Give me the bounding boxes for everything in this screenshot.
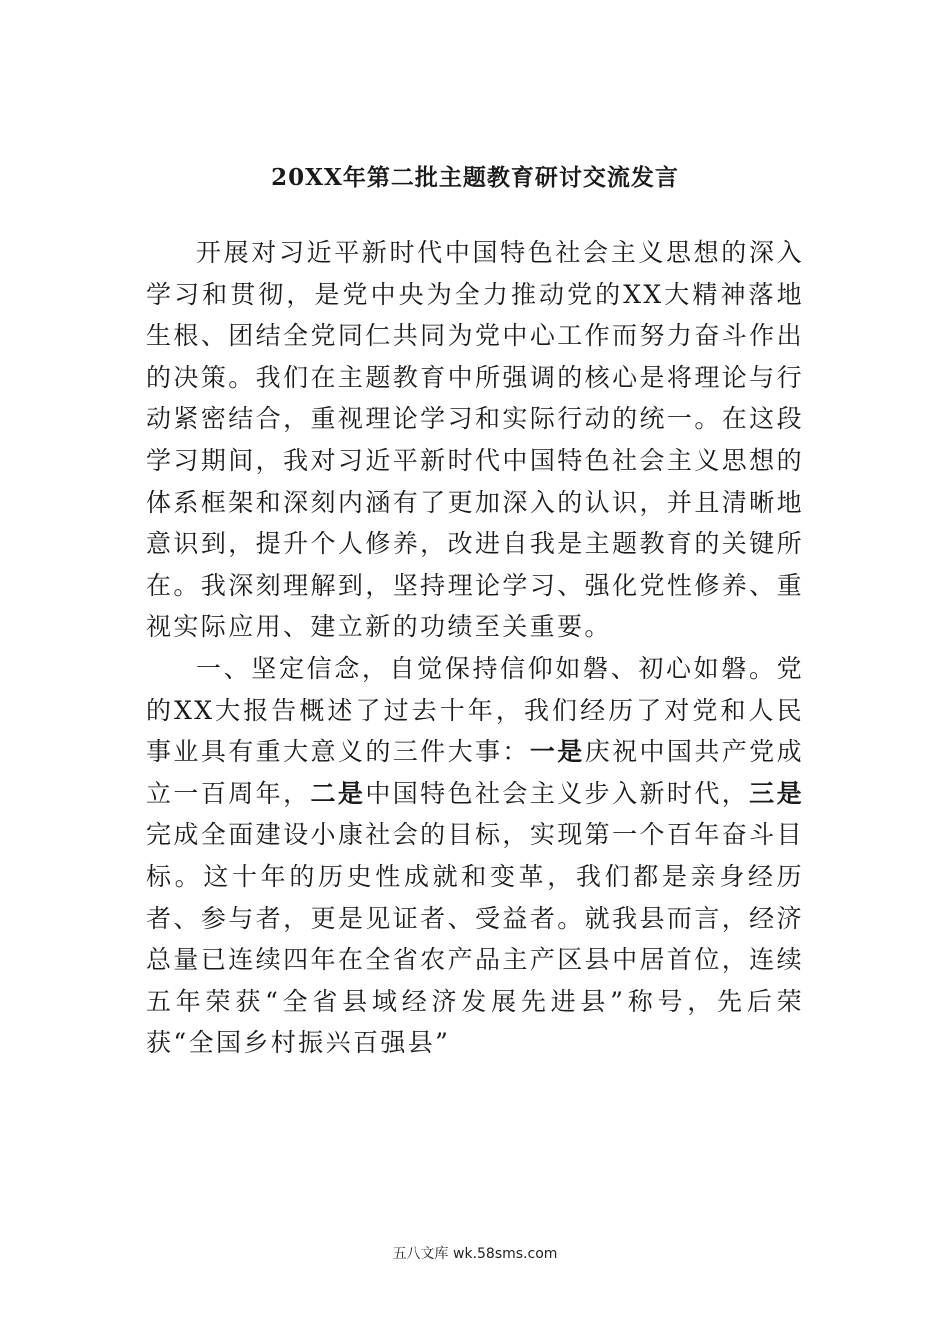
paragraph-section-one	[146, 648, 804, 1064]
bold-marker-third: 三是	[749, 778, 804, 808]
document-title: 20XX年第二批主题教育研讨交流发言	[271, 164, 679, 191]
bold-marker-first: 一是	[529, 737, 585, 767]
paragraph-intro: 开展对习近平新时代中国特色社会主义思想的深入学习和贯彻，是党中央为全力推动党的XX大精神落地生根、团结全党同仁共同为党中心工作而努力奋斗作出的决策。我们在主题教育中所强调的核心是将理论与行动紧密结合，重视理论学习和实际行动的统一。在这段学习期间，我对习近平新时代中国特色社会主义思想的体系框架和深刻内涵有了更加深入的认识，并且清晰地意识到，提升个人修养，改进自我是主题教育的关键所在。我深刻理解到，坚持理论学习、强化党性修养、重视实际应用、建立新的功绩至关重要。	[146, 238, 804, 642]
paragraph-text: 中国特色社会主义步入新时代，	[365, 778, 750, 808]
document-body	[146, 232, 804, 1064]
bold-marker-second: 二是	[310, 778, 366, 808]
paragraph-text: 完成全面建设小康社会的目标，实现第一个百年奋斗目标。这十年的历史性成就和变革，我们都是亲身经历者、参与者，更是见证者、受益者。就我县而言，经济总量已连续四年在全省农产品主产区县中居首位，连续五年荣获“全省县域经济发展先进县”称号，先后荣获“全国乡村振兴百强县”	[146, 820, 804, 1058]
paragraph-text: 庆祝中国共产党成立一百周年，	[146, 737, 805, 808]
paragraph-text: 一、坚定信念，自觉保持信仰如磐、初心如磐。党的XX大报告概述了过去十年，我们经历了对党和人民事业具有重大意义的三件大事：	[146, 653, 804, 767]
page-footer-watermark: 五八文库 wk.58sms.com	[392, 1246, 558, 1262]
